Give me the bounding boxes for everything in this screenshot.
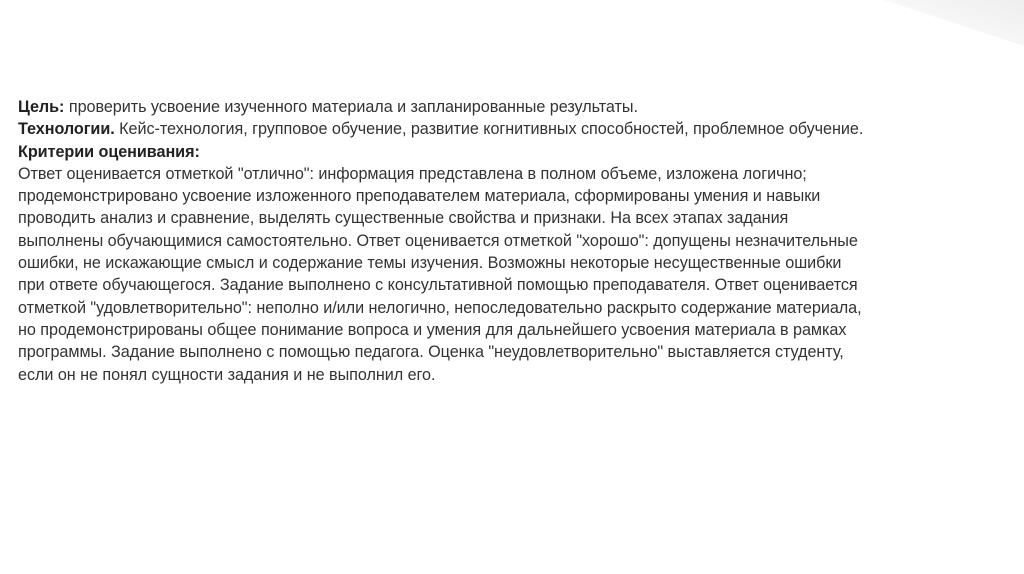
criteria-line: выполнены обучающимися самостоятельно. Ответ оценивается отметкой "хорошо": допущены незначительные <box>18 231 858 250</box>
goal-label: Цель: <box>18 98 65 116</box>
corner-decoration <box>884 0 1024 46</box>
goal-text: проверить усвоение изученного материала и запланированные результаты. <box>64 98 638 116</box>
slide-content <box>18 96 978 386</box>
criteria-line: продемонстрировано усвоение изложенного преподавателем материала, сформированы умения и навыки <box>18 187 821 206</box>
criteria-line: при ответе обучающегося. Задание выполнено с консультативной помощью преподавателя. Ответ оценивается <box>18 276 858 295</box>
criteria-label: Критерии оценивания: <box>18 142 200 161</box>
goal-line <box>18 96 978 118</box>
criteria-line: ошибки, не искажающие смысл и содержание темы изучения. Возможны некоторые несущественные ошибки <box>18 254 842 273</box>
technologies-line <box>18 118 978 140</box>
criteria-line: если он не понял сущности задания и не выполнил его. <box>18 365 436 384</box>
criteria-line: программы. Задание выполнено с помощью педагога. Оценка "неудовлетворительно" выставляется студенту, <box>18 343 844 362</box>
criteria-line: но продемонстрированы общее понимание вопроса и умения для дальнейшего усвоения материала в рамках <box>18 320 847 339</box>
criteria-line: проводить анализ и сравнение, выделять существенные свойства и признаки. На всех этапах задания <box>18 209 789 228</box>
technologies-label: Технологии. <box>18 120 115 139</box>
criteria-line: Ответ оценивается отметкой "отлично": информация представлена в полном объеме, изложена логично; <box>18 164 807 183</box>
criteria-heading <box>18 141 978 163</box>
criteria-line: отметкой "удовлетворительно": неполно и/или нелогично, непоследовательно раскрыто содержание материала, <box>18 298 862 317</box>
technologies-text: Кейс-технология, групповое обучение, развитие когнитивных способностей, проблемное обучение. <box>114 120 864 139</box>
